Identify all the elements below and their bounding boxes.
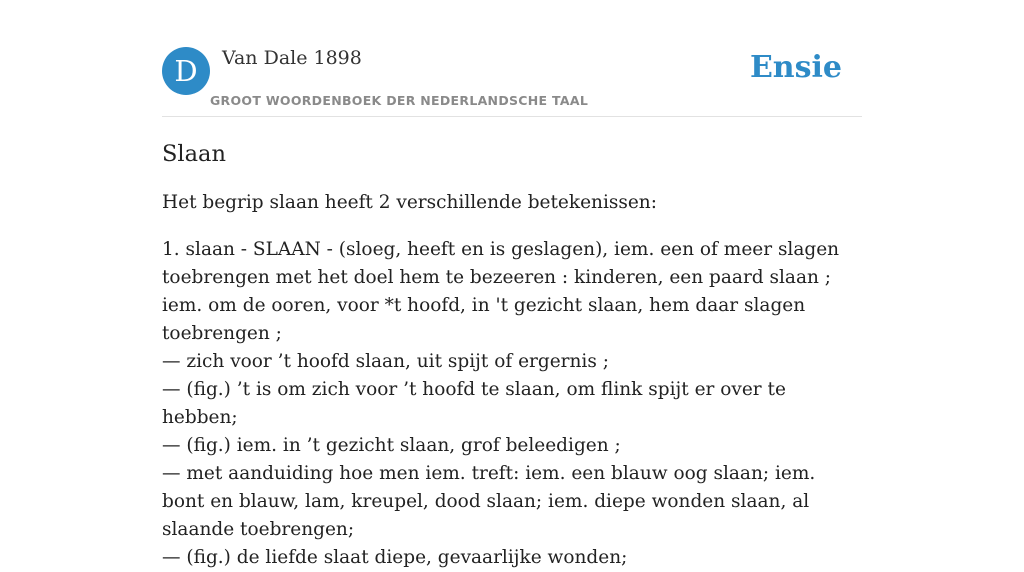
definition-line: — (fig.) ’t is om zich voor ’t hoofd te slaan, om flink spijt er over te hebben; (162, 379, 786, 428)
definition-line: — met aanduiding hoe men iem. treft: iem. een blauw oog slaan; iem. bont en blauw, lam, kreupel, dood slaan; iem. diepe wonden slaan, al slaande toebrengen; (162, 463, 816, 540)
entry-content (162, 138, 862, 572)
source-title[interactable]: Van Dale 1898 (222, 47, 362, 69)
source-subtitle: GROOT WOORDENBOEK DER NEDERLANDSCHE TAAL (210, 93, 589, 108)
definition-line: — zich voor ’t hoofd slaan, uit spijt of ergernis ; (162, 351, 609, 372)
entry-intro: Het begrip slaan heeft 2 verschillende betekenissen: (162, 192, 657, 213)
entry-definition (162, 236, 862, 572)
entry-headword: Slaan (162, 141, 226, 167)
definition-line: — (fig.) de liefde slaat diepe, gevaarlijke wonden; (162, 547, 628, 568)
brand-logo[interactable]: Ensie (749, 50, 842, 85)
page-header (162, 44, 862, 117)
source-logo[interactable]: D (162, 47, 210, 95)
definition-line: — (fig.) iem. in ’t gezicht slaan, grof beleedigen ; (162, 435, 621, 456)
definition-line: 1. slaan - SLAAN - (sloeg, heeft en is geslagen), iem. een of meer slagen toebrengen met het doel hem te bezeeren : kinderen, een paard slaan ; iem. om de ooren, voor *t hoofd, in 't gezicht slaan, hem daar slagen toebrengen ; (162, 239, 840, 344)
